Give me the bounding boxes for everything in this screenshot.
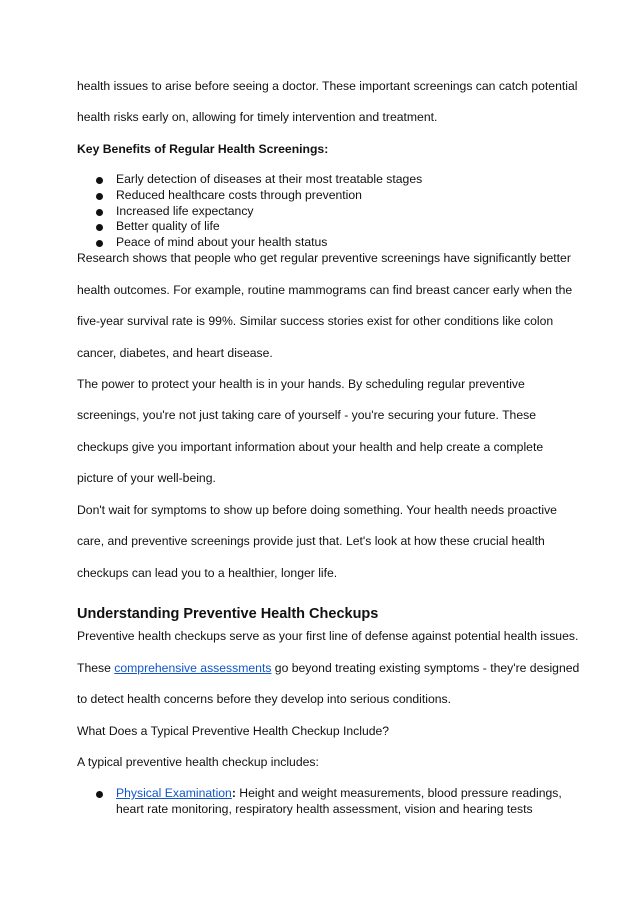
paragraph-line: health risks early on, allowing for timely intervention and treatment.	[77, 110, 438, 124]
includes-list	[96, 786, 562, 817]
paragraph-line: health issues to arise before seeing a doctor. These important screenings can catch potential	[77, 79, 578, 93]
bullet-icon	[96, 177, 103, 184]
paragraph-line: The power to protect your health is in your hands. By scheduling regular preventive	[77, 377, 525, 391]
comprehensive-assessments-link[interactable]: comprehensive assessments	[114, 661, 272, 675]
paragraph-line: Research shows that people who get regular preventive screenings have significantly better	[77, 251, 571, 265]
paragraph-line: checkups give you important information about your health and help create a complete	[77, 440, 544, 454]
includes-intro: A typical preventive health checkup includes:	[77, 755, 319, 769]
list-item: Better quality of life	[96, 219, 422, 235]
benefits-list	[96, 172, 422, 251]
paragraph-line: health outcomes. For example, routine mammograms can find breast cancer early when the	[77, 283, 573, 297]
section-heading: Understanding Preventive Health Checkups	[77, 606, 379, 622]
bullet-icon	[96, 791, 103, 798]
paragraph-line: care, and preventive screenings provide just that. Let's look at how these crucial health	[77, 534, 545, 548]
list-item: Reduced healthcare costs through prevention	[96, 188, 422, 204]
list-item: Early detection of diseases at their most treatable stages	[96, 172, 422, 188]
benefits-heading: Key Benefits of Regular Health Screenings:	[77, 142, 329, 156]
paragraph-line: checkups can lead you to a healthier, longer life.	[77, 566, 338, 580]
bullet-icon	[96, 193, 103, 200]
paragraph-line: to detect health concerns before they develop into serious conditions.	[77, 692, 451, 706]
paragraph-line: Preventive health checkups serve as your first line of defense against potential health issues.	[77, 629, 579, 643]
paragraph-line: five-year survival rate is 99%. Similar success stories exist for other conditions like colon	[77, 314, 554, 328]
list-item: Increased life expectancy	[96, 204, 422, 220]
list-item: Physical Examination: Height and weight measurements, blood pressure readings, heart rate monitoring, respiratory health assessment, vision and hearing tests	[96, 786, 562, 817]
bullet-icon	[96, 240, 103, 247]
paragraph-line: screenings, you're not just taking care of yourself - you're securing your future. These	[77, 408, 536, 422]
paragraph-line: cancer, diabetes, and heart disease.	[77, 346, 273, 360]
bullet-icon	[96, 209, 103, 216]
list-item: Peace of mind about your health status	[96, 235, 422, 251]
subheading-question: What Does a Typical Preventive Health Checkup Include?	[77, 724, 390, 738]
paragraph-line: Don't wait for symptoms to show up before doing something. Your health needs proactive	[77, 503, 557, 517]
bullet-icon	[96, 224, 103, 231]
paragraph-line: picture of your well-being.	[77, 471, 216, 485]
physical-examination-link[interactable]: Physical Examination	[116, 786, 232, 800]
paragraph-line: These comprehensive assessments go beyond treating existing symptoms - they're designed	[77, 661, 580, 675]
